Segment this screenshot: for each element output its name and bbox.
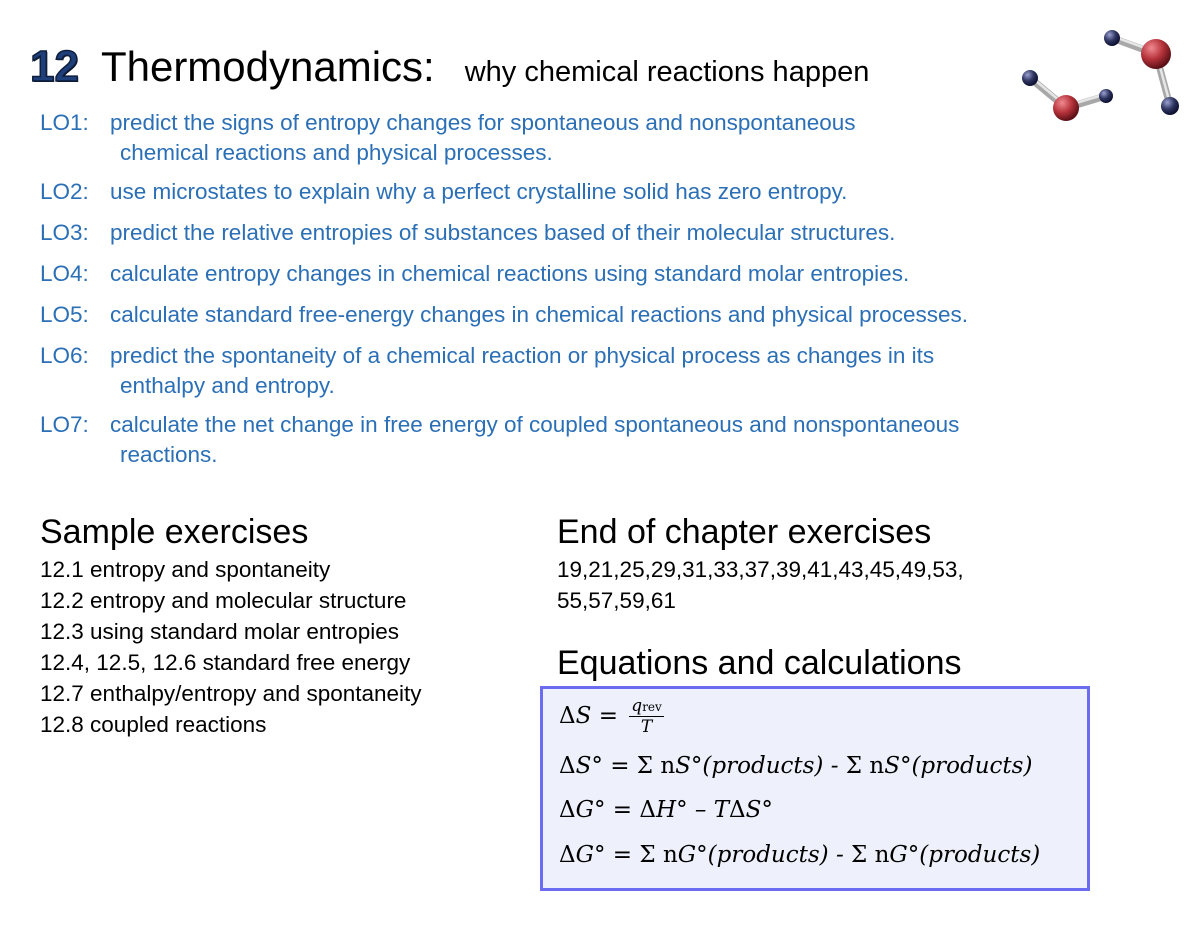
- end-of-chapter-heading: End of chapter exercises: [557, 513, 932, 551]
- sample-exercises: [40, 512, 422, 740]
- learning-objective: [40, 300, 1180, 330]
- learning-objective: [40, 218, 1180, 248]
- lo-text: calculate the net change in free energy of coupled spontaneous and nonspontaneous: [110, 412, 960, 437]
- lo-tag: LO3:: [40, 220, 89, 245]
- sample-exercises-heading: Sample exercises: [40, 513, 309, 551]
- equation-free-energy-change: ΔG° = Σ nG°(products) - Σ nG°(products): [559, 842, 1041, 868]
- learning-objective: [40, 177, 1180, 207]
- chapter-header: [30, 42, 869, 92]
- learning-objective: [40, 341, 1180, 401]
- lo-text: predict the signs of entropy changes for spontaneous and nonspontaneous: [110, 110, 856, 135]
- equations-box: [540, 686, 1090, 891]
- lo-tag: LO1:: [40, 110, 89, 135]
- lo-tag: LO6:: [40, 343, 89, 368]
- learning-objective: [40, 108, 1180, 168]
- chapter-number: 12: [30, 42, 79, 91]
- lo-text-cont: enthalpy and entropy.: [120, 373, 335, 398]
- chapter-subtitle: why chemical reactions happen: [464, 56, 870, 88]
- equation-entropy-change: ΔS° = Σ nS°(products) - Σ nS°(products): [559, 753, 1033, 779]
- chapter-title: Thermodynamics:: [100, 43, 435, 90]
- lo-tag: LO7:: [40, 412, 89, 437]
- end-of-chapter-exercises: [557, 512, 964, 616]
- learning-objectives: [40, 108, 1180, 479]
- learning-objective: [40, 259, 1180, 289]
- equation-entropy-reversible: ΔS = $\frac{\text{qrev}}{T}$: [559, 696, 662, 737]
- lo-text: predict the spontaneity of a chemical reaction or physical process as changes in its: [110, 343, 935, 368]
- lo-tag: LO4:: [40, 261, 89, 286]
- lo-text: calculate entropy changes in chemical reactions using standard molar entropies.: [110, 261, 910, 286]
- sample-exercise-item: 12.4, 12.5, 12.6 standard free energy: [40, 650, 411, 675]
- lo-tag: LO5:: [40, 302, 89, 327]
- lo-tag: LO2:: [40, 179, 89, 204]
- sample-exercise-item: 12.7 enthalpy/entropy and spontaneity: [40, 681, 422, 706]
- equation-gibbs: ΔG° = ΔH° – TΔS°: [559, 797, 773, 823]
- lo-text: calculate standard free-energy changes in chemical reactions and physical processes.: [110, 302, 968, 327]
- lo-text: predict the relative entropies of substances based of their molecular structures.: [110, 220, 896, 245]
- end-of-chapter-list: 19,21,25,29,31,33,37,39,41,43,45,49,53,: [557, 557, 964, 582]
- sample-exercise-item: 12.2 entropy and molecular structure: [40, 588, 407, 613]
- lo-text: use microstates to explain why a perfect crystalline solid has zero entropy.: [110, 179, 848, 204]
- sample-exercise-item: 12.8 coupled reactions: [40, 712, 267, 737]
- sample-exercise-item: 12.3 using standard molar entropies: [40, 619, 399, 644]
- lo-text-cont: reactions.: [120, 442, 218, 467]
- end-of-chapter-list-cont: 55,57,59,61: [557, 588, 676, 613]
- sample-exercise-item: 12.1 entropy and spontaneity: [40, 557, 331, 582]
- lo-text-cont: chemical reactions and physical processes.: [120, 140, 553, 165]
- equations-heading: Equations and calculations: [557, 644, 962, 682]
- learning-objective: [40, 410, 1180, 470]
